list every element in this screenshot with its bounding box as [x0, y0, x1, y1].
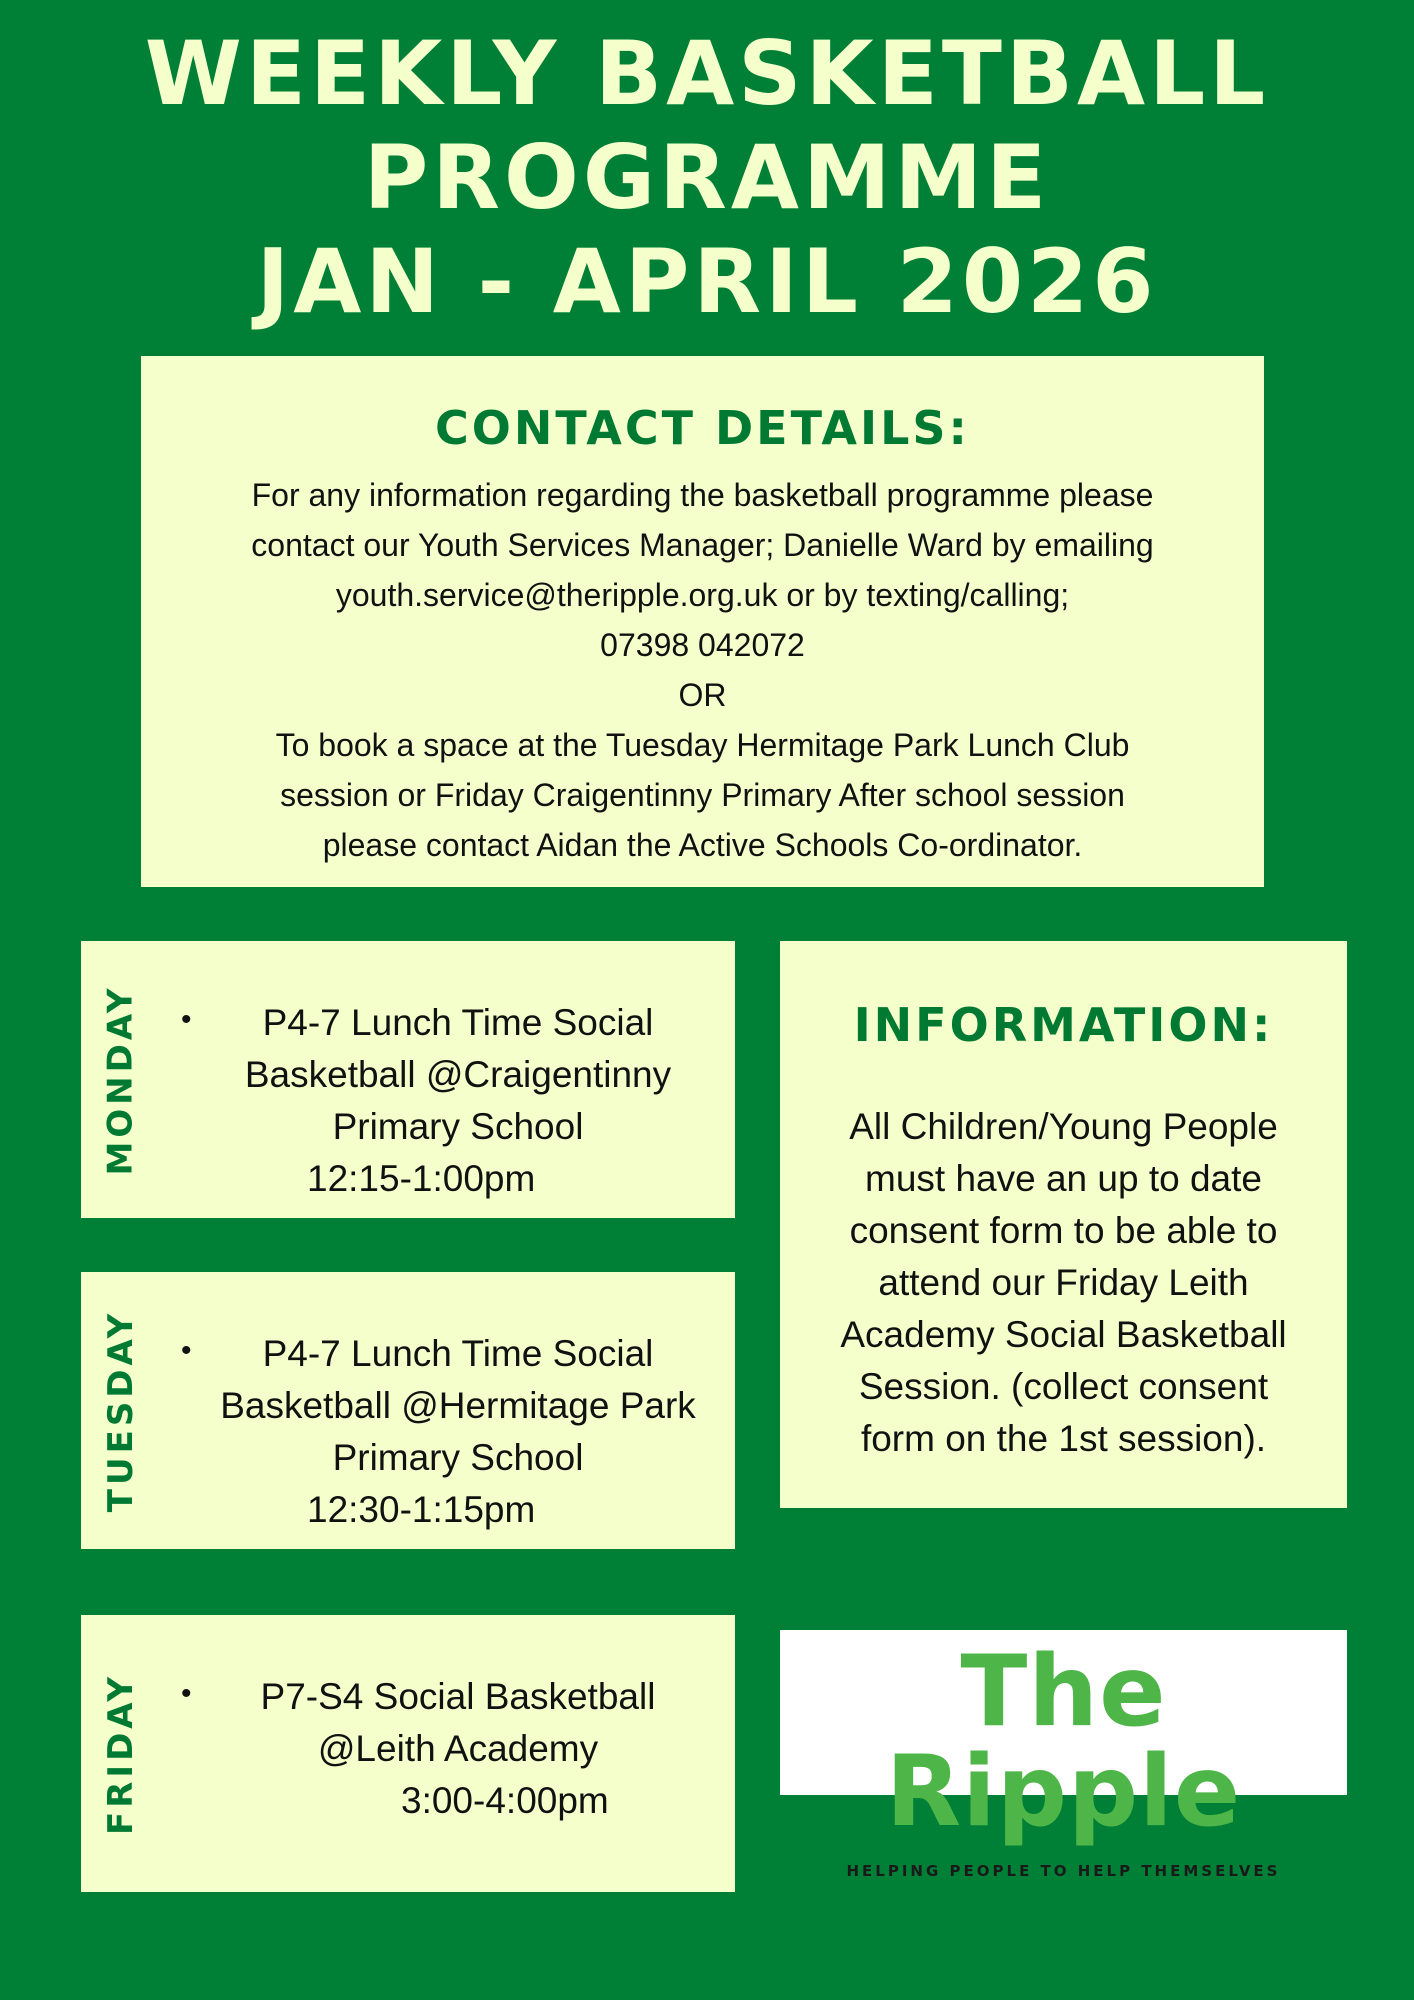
session-time: 12:30-1:15pm: [307, 1489, 536, 1530]
session-line: Basketball @Craigentinny: [244, 1054, 672, 1095]
information-line: consent form to be able to: [849, 1210, 1278, 1251]
contact-line: please contact Aidan the Active Schools Co-ordinator.: [322, 827, 1083, 863]
session-line: Primary School: [332, 1437, 584, 1478]
information-line: Academy Social Basketball: [840, 1314, 1287, 1355]
information-line: Session. (collect consent: [858, 1366, 1269, 1407]
information-body: [780, 1101, 1347, 1465]
information-heading: INFORMATION:: [853, 998, 1274, 1052]
contact-phone: 07398 042072: [600, 627, 805, 663]
logo-tagline: HELPING PEOPLE TO HELP THEMSELVES: [846, 1862, 1281, 1880]
session-details: [201, 997, 715, 1205]
session-line: @Leith Academy: [317, 1728, 599, 1769]
session-time: 12:15-1:00pm: [307, 1158, 536, 1199]
session-line: P4-7 Lunch Time Social: [262, 1333, 654, 1374]
contact-details-panel: [141, 356, 1264, 887]
contact-or: OR: [678, 677, 727, 713]
bullet-icon: •: [181, 1003, 192, 1036]
contact-line: youth.service@theripple.org.uk or by texting/calling;: [335, 577, 1070, 613]
bullet-icon: •: [181, 1677, 192, 1710]
information-panel: [780, 941, 1347, 1508]
page-title: [0, 22, 1414, 334]
information-line: All Children/Young People: [849, 1106, 1278, 1147]
information-line: attend our Friday Leith: [878, 1262, 1249, 1303]
contact-line: For any information regarding the basketball programme please: [251, 477, 1154, 513]
the-ripple-logo: [780, 1630, 1347, 1880]
day-label-text: MONDAY: [101, 983, 142, 1176]
tuesday-session-card: [81, 1272, 735, 1549]
monday-session-card: [81, 941, 735, 1218]
day-label-monday: [81, 941, 161, 1218]
title-line-1: WEEKLY BASKETBALL: [144, 22, 1270, 125]
session-time: 3:00-4:00pm: [401, 1780, 609, 1821]
day-label-text: FRIDAY: [101, 1672, 141, 1835]
session-details: [201, 1328, 715, 1536]
contact-line: session or Friday Craigentinny Primary After school session: [280, 777, 1125, 813]
logo-name: The Ripple: [885, 1635, 1242, 1849]
bullet-icon: •: [181, 1334, 192, 1367]
contact-body: [141, 470, 1264, 870]
session-line: Primary School: [332, 1106, 584, 1147]
session-line: Basketball @Hermitage Park: [220, 1385, 696, 1426]
day-label-text: TUESDAY: [101, 1309, 142, 1512]
session-line: P4-7 Lunch Time Social: [262, 1002, 654, 1043]
contact-heading: CONTACT DETAILS:: [435, 401, 970, 455]
information-line: must have an up to date: [865, 1158, 1262, 1199]
title-line-2: PROGRAMME: [363, 126, 1051, 229]
contact-line: contact our Youth Services Manager; Danielle Ward by emailing: [251, 527, 1154, 563]
session-line: P7-S4 Social Basketball: [260, 1676, 656, 1717]
title-line-3: JAN - APRIL 2026: [256, 230, 1158, 333]
friday-session-card: [81, 1615, 735, 1892]
contact-line: To book a space at the Tuesday Hermitage Park Lunch Club: [275, 727, 1130, 763]
session-details: [201, 1671, 715, 1827]
information-line: form on the 1st session).: [860, 1418, 1267, 1459]
day-label-friday: [81, 1615, 161, 1892]
day-label-tuesday: [81, 1272, 161, 1549]
